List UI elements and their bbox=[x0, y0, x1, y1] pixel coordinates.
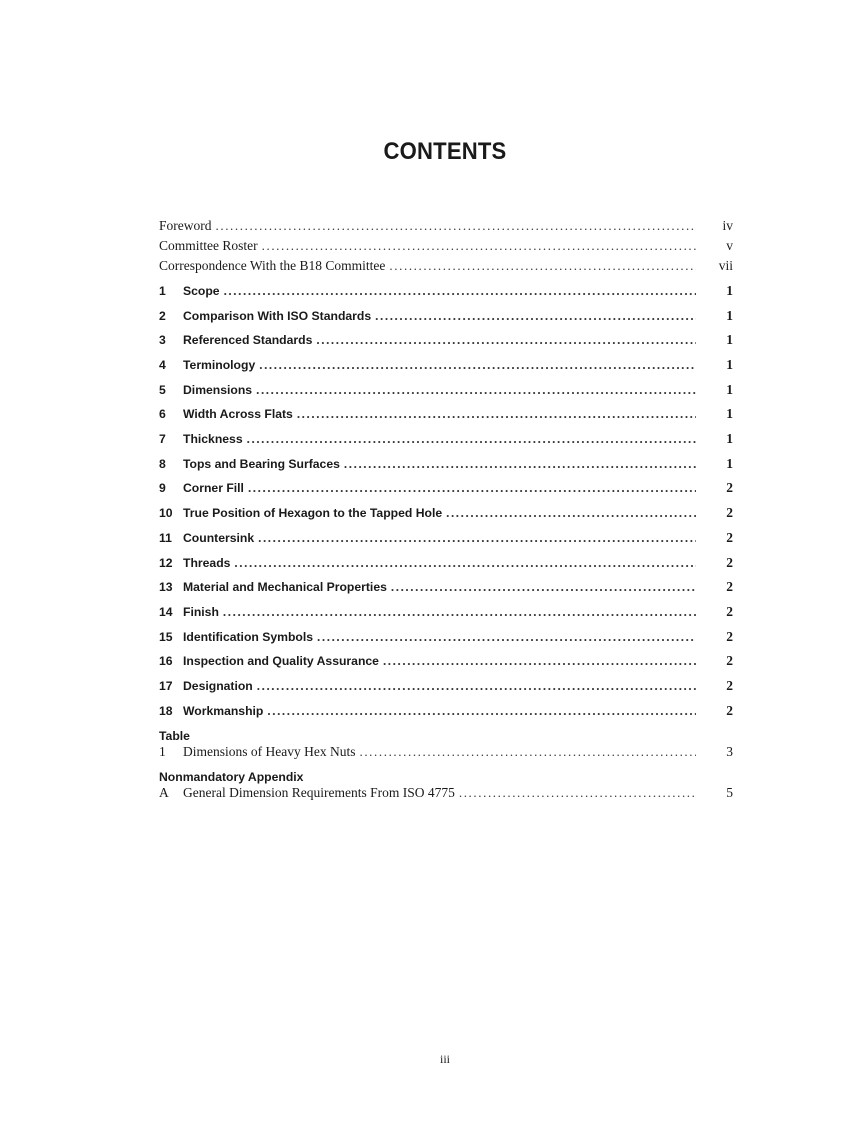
toc-section-1[interactable] bbox=[159, 283, 733, 303]
toc-section-11[interactable] bbox=[159, 530, 733, 550]
section-number: 16 bbox=[159, 654, 173, 668]
section-number: 4 bbox=[159, 358, 166, 372]
toc-entry-page: vii bbox=[718, 258, 733, 273]
toc-table-1[interactable] bbox=[159, 744, 733, 764]
leader-dots bbox=[375, 308, 696, 324]
appendix-letter: A bbox=[159, 785, 169, 800]
section-label: True Position of Hexagon to the Tapped Hole bbox=[183, 506, 443, 520]
toc-entry-correspondence[interactable] bbox=[159, 258, 733, 278]
table-number: 1 bbox=[159, 744, 166, 759]
leader-dots bbox=[297, 406, 696, 422]
page-number: iii bbox=[439, 1052, 450, 1066]
toc-section-16[interactable] bbox=[159, 653, 733, 673]
toc-entry-label: Correspondence With the B18 Committee bbox=[159, 258, 386, 273]
section-page: 1 bbox=[726, 456, 733, 471]
section-number: 9 bbox=[159, 481, 166, 495]
leader-dots bbox=[359, 744, 696, 760]
leader-dots bbox=[258, 530, 696, 546]
toc-section-15[interactable] bbox=[159, 629, 733, 649]
appendix-page: 5 bbox=[726, 785, 733, 800]
section-page: 2 bbox=[726, 555, 733, 570]
toc-section-17[interactable] bbox=[159, 678, 733, 698]
toc-section-6[interactable] bbox=[159, 406, 733, 426]
toc-entry-label: Foreword bbox=[159, 218, 212, 233]
section-number: 15 bbox=[159, 630, 173, 644]
section-page: 2 bbox=[726, 678, 733, 693]
section-page: 2 bbox=[726, 653, 733, 668]
section-number: 5 bbox=[159, 383, 166, 397]
leader-dots bbox=[267, 703, 696, 719]
section-number: 17 bbox=[159, 679, 173, 693]
leader-dots bbox=[247, 431, 696, 447]
leader-dots bbox=[259, 357, 696, 373]
leader-dots bbox=[459, 785, 696, 801]
section-page: 1 bbox=[726, 308, 733, 323]
appendix-label: General Dimension Requirements From ISO 4775 bbox=[183, 785, 455, 800]
section-label: Dimensions bbox=[183, 383, 253, 397]
leader-dots bbox=[248, 480, 696, 496]
section-page: 1 bbox=[726, 283, 733, 298]
toc-appendix-a[interactable] bbox=[159, 785, 733, 805]
section-page: 1 bbox=[726, 431, 733, 446]
toc-section-9[interactable] bbox=[159, 480, 733, 500]
toc-section-7[interactable] bbox=[159, 431, 733, 451]
appendix-heading: Nonmandatory Appendix bbox=[159, 770, 304, 784]
section-number: 3 bbox=[159, 333, 166, 347]
section-page: 2 bbox=[726, 703, 733, 718]
leader-dots bbox=[257, 678, 696, 694]
leader-dots bbox=[391, 579, 696, 595]
section-label: Thickness bbox=[183, 432, 243, 446]
leader-dots bbox=[383, 653, 696, 669]
table-heading: Table bbox=[159, 729, 190, 743]
section-number: 2 bbox=[159, 309, 166, 323]
toc-section-14[interactable] bbox=[159, 604, 733, 624]
table-page: 3 bbox=[726, 744, 733, 759]
section-label: Designation bbox=[183, 679, 253, 693]
section-label: Scope bbox=[183, 284, 220, 298]
leader-dots bbox=[224, 283, 696, 299]
section-page: 2 bbox=[726, 579, 733, 594]
section-number: 12 bbox=[159, 556, 173, 570]
section-number: 8 bbox=[159, 457, 166, 471]
section-label: Material and Mechanical Properties bbox=[183, 580, 387, 594]
section-label: Corner Fill bbox=[183, 481, 244, 495]
section-label: Comparison With ISO Standards bbox=[183, 309, 372, 323]
table-label: Dimensions of Heavy Hex Nuts bbox=[183, 744, 356, 759]
toc-section-4[interactable] bbox=[159, 357, 733, 377]
section-number: 11 bbox=[159, 531, 172, 545]
leader-dots bbox=[256, 382, 696, 398]
toc-entry-committee-roster[interactable] bbox=[159, 238, 733, 258]
section-label: Countersink bbox=[183, 531, 255, 545]
leader-dots bbox=[344, 456, 696, 472]
toc-section-10[interactable] bbox=[159, 505, 733, 525]
section-number: 1 bbox=[159, 284, 166, 298]
leader-dots bbox=[446, 505, 696, 521]
leader-dots bbox=[234, 555, 696, 571]
section-label: Finish bbox=[183, 605, 219, 619]
section-number: 6 bbox=[159, 407, 166, 421]
section-label: Tops and Bearing Surfaces bbox=[183, 457, 340, 471]
section-label: Workmanship bbox=[183, 704, 264, 718]
section-page: 2 bbox=[726, 480, 733, 495]
section-label: Identification Symbols bbox=[183, 630, 314, 644]
leader-dots bbox=[317, 629, 696, 645]
section-label: Width Across Flats bbox=[183, 407, 293, 421]
toc-section-12[interactable] bbox=[159, 555, 733, 575]
section-page: 2 bbox=[726, 629, 733, 644]
section-page: 1 bbox=[726, 382, 733, 397]
section-number: 10 bbox=[159, 506, 173, 520]
page-title: CONTENTS bbox=[383, 138, 507, 165]
toc-entry-label: Committee Roster bbox=[159, 238, 258, 253]
section-label: Inspection and Quality Assurance bbox=[183, 654, 379, 668]
section-page: 1 bbox=[726, 332, 733, 347]
section-page: 1 bbox=[726, 406, 733, 421]
section-page: 2 bbox=[726, 505, 733, 520]
toc-section-5[interactable] bbox=[159, 382, 733, 402]
toc-section-3[interactable] bbox=[159, 332, 733, 352]
toc-entry-page: iv bbox=[722, 218, 733, 233]
toc-entry-page: v bbox=[726, 238, 733, 253]
leader-dots bbox=[316, 332, 696, 348]
toc-section-18[interactable] bbox=[159, 703, 733, 723]
section-page: 2 bbox=[726, 604, 733, 619]
section-number: 13 bbox=[159, 580, 173, 594]
leader-dots bbox=[262, 238, 696, 254]
section-page: 1 bbox=[726, 357, 733, 372]
section-label: Terminology bbox=[183, 358, 256, 372]
section-number: 14 bbox=[159, 605, 173, 619]
section-number: 18 bbox=[159, 704, 173, 718]
section-label: Referenced Standards bbox=[183, 333, 313, 347]
leader-dots bbox=[223, 604, 696, 620]
toc-section-2[interactable] bbox=[159, 308, 733, 328]
section-label: Threads bbox=[183, 556, 231, 570]
leader-dots bbox=[389, 258, 696, 274]
toc-section-13[interactable] bbox=[159, 579, 733, 599]
toc-entry-foreword[interactable] bbox=[159, 218, 733, 238]
section-number: 7 bbox=[159, 432, 166, 446]
section-page: 2 bbox=[726, 530, 733, 545]
toc-section-8[interactable] bbox=[159, 456, 733, 476]
leader-dots bbox=[216, 218, 697, 234]
